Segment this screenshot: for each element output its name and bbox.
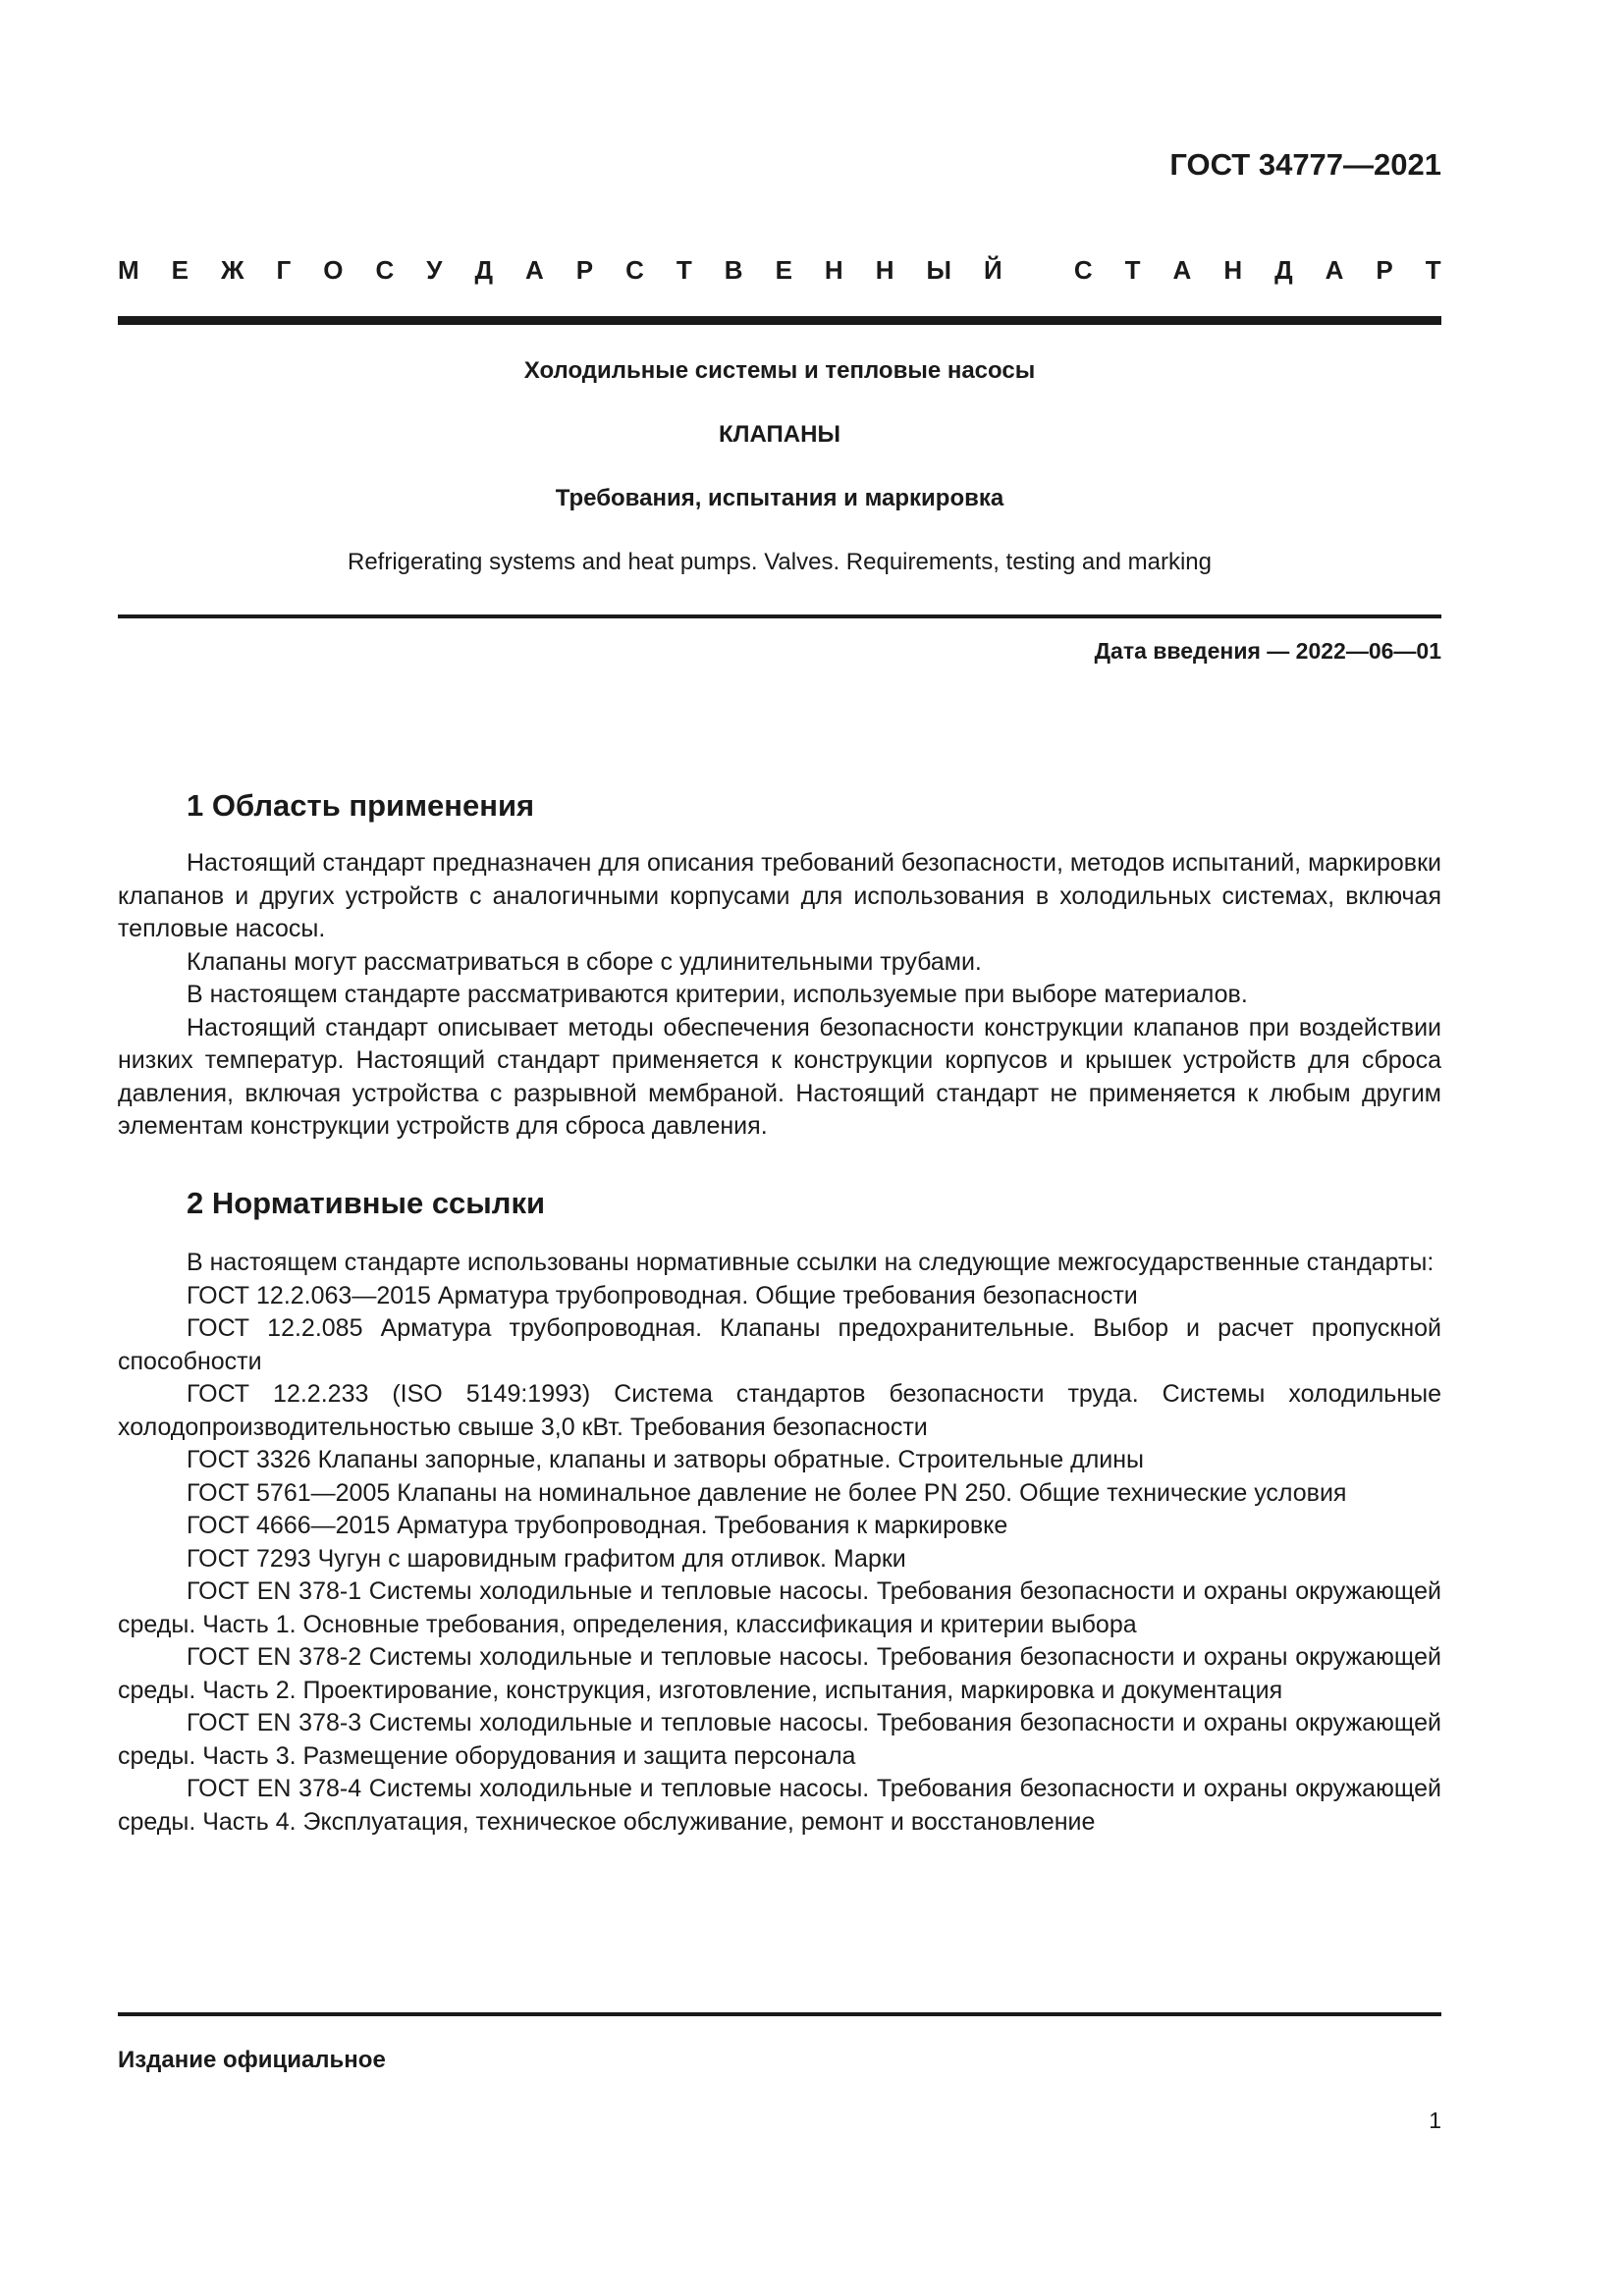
paragraph: ГОСТ EN 378-2 Системы холодильные и тепловые насосы. Требования безопасности и охраны окружающей среды. Часть 2. Проектирование, конструкция, изготовление, испытания, маркировка и документация [118,1643,1441,1704]
standard-type-letter: А [1325,255,1344,285]
standard-type-letter: Е [171,255,189,285]
standard-type-letter: С [1073,255,1093,285]
standard-type-letter: Ж [221,255,244,285]
standard-type-letter: М [118,255,139,285]
title-subject: Холодильные системы и тепловые насосы [523,357,1036,384]
standard-type-letter: Р [575,255,594,285]
page-number: 1 [1429,2108,1441,2133]
section-1-body [118,847,1441,1144]
standard-type-letter [1035,255,1042,287]
paragraph: Настоящий стандарт предназначен для описания требований безопасности, методов испытаний, маркировки клапанов и других устройств с аналогичными корпусами для использования в холодильных системах, включая тепловые насосы. [118,849,1441,942]
standard-type-label [118,255,1441,287]
paragraph: ГОСТ 4666—2015 Арматура трубопроводная. Требования к маркировке [187,1512,1008,1539]
paragraph: ГОСТ 12.2.233 (ISO 5149:1993) Система стандартов безопасности труда. Системы холодильные холодопроизводительностью свыше 3,0 кВт. Требования безопасности [118,1380,1441,1441]
edition-label: Издание официальное [118,2047,386,2073]
standard-type-letter: У [426,255,443,285]
standard-type-letter: С [625,255,644,285]
standard-type-letter: Ы [926,255,951,285]
paragraph: ГОСТ 12.2.085 Арматура трубопроводная. Клапаны предохранительные. Выбор и расчет пропускной способности [118,1314,1441,1375]
paragraph: ГОСТ EN 378-1 Системы холодильные и тепловые насосы. Требования безопасности и охраны окружающей среды. Часть 1. Основные требования, определения, классификация и критерии выбора [118,1577,1441,1638]
standard-type-letter: А [525,255,544,285]
paragraph: Клапаны могут рассматриваться в сборе с удлинительными трубами. [187,947,982,976]
title-divider [118,614,1441,618]
paragraph: ГОСТ 7293 Чугун с шаровидным графитом для отливок. Марки [187,1544,906,1573]
standard-type-letter: Т [1425,255,1441,285]
paragraph: В настоящем стандарте использованы нормативные ссылки на следующие межгосударственные стандарты: [187,1249,1435,1276]
paragraph: ГОСТ 3326 Клапаны запорные, клапаны и затворы обратные. Строительные длины [187,1446,1145,1473]
paragraph: ГОСТ EN 378-4 Системы холодильные и тепловые насосы. Требования безопасности и охраны окружающей среды. Часть 4. Эксплуатация, техническое обслуживание, ремонт и восстановление [118,1775,1441,1836]
standard-type-letter: Т [1124,255,1141,285]
paragraph: В настоящем стандарте рассматриваются критерии, используемые при выборе материалов. [187,981,1248,1008]
introduction-date: Дата введения — 2022—06—01 [1094,638,1441,664]
paragraph: ГОСТ 12.2.063—2015 Арматура трубопроводная. Общие требования безопасности [187,1281,1138,1309]
standard-type-letter: О [323,255,344,285]
header-divider [118,316,1441,325]
document-number: ГОСТ 34777—2021 [1169,147,1441,182]
standard-type-letter: Г [276,255,292,285]
standard-type-letter: С [375,255,395,285]
standard-type-letter: Н [824,255,843,285]
title-subtitle: Требования, испытания и маркировка [555,485,1004,511]
standard-type-letter: Д [474,255,493,285]
title-main: КЛАПАНЫ [719,421,840,448]
standard-type-letter: Й [983,255,1002,285]
paragraph: ГОСТ 5761—2005 Клапаны на номинальное давление не более PN 250. Общие технические условия [187,1478,1347,1507]
standard-type-letter: Т [676,255,692,285]
paragraph: Настоящий стандарт описывает методы обеспечения безопасности конструкции клапанов при воздействии низких температур. Настоящий стандарт применяется к конструкции корпусов и крышек устройств для сброса давления, включая устройства с разрывной мембраной. Настоящий стандарт не применяется к любым другим элементам конструкции устройств для сброса давления. [118,1013,1441,1140]
standard-type-letter: Р [1376,255,1393,285]
standard-type-letter: Е [775,255,792,285]
section-2-body [118,1247,1441,1839]
footer-divider [118,2012,1441,2016]
title-english: Refrigerating systems and heat pumps. Valves. Requirements, testing and marking [348,549,1212,575]
standard-type-letter: Д [1274,255,1293,285]
section-2-heading: 2 Нормативные ссылки [187,1186,546,1220]
standard-type-letter: А [1172,255,1192,285]
standard-type-letter: Н [1223,255,1243,285]
paragraph: ГОСТ EN 378-3 Системы холодильные и тепловые насосы. Требования безопасности и охраны окружающей среды. Часть 3. Размещение оборудования и защита персонала [118,1709,1441,1770]
standard-type-letter: Н [875,255,894,285]
section-1-heading: 1 Область применения [187,788,535,823]
standard-type-letter: В [724,255,743,285]
